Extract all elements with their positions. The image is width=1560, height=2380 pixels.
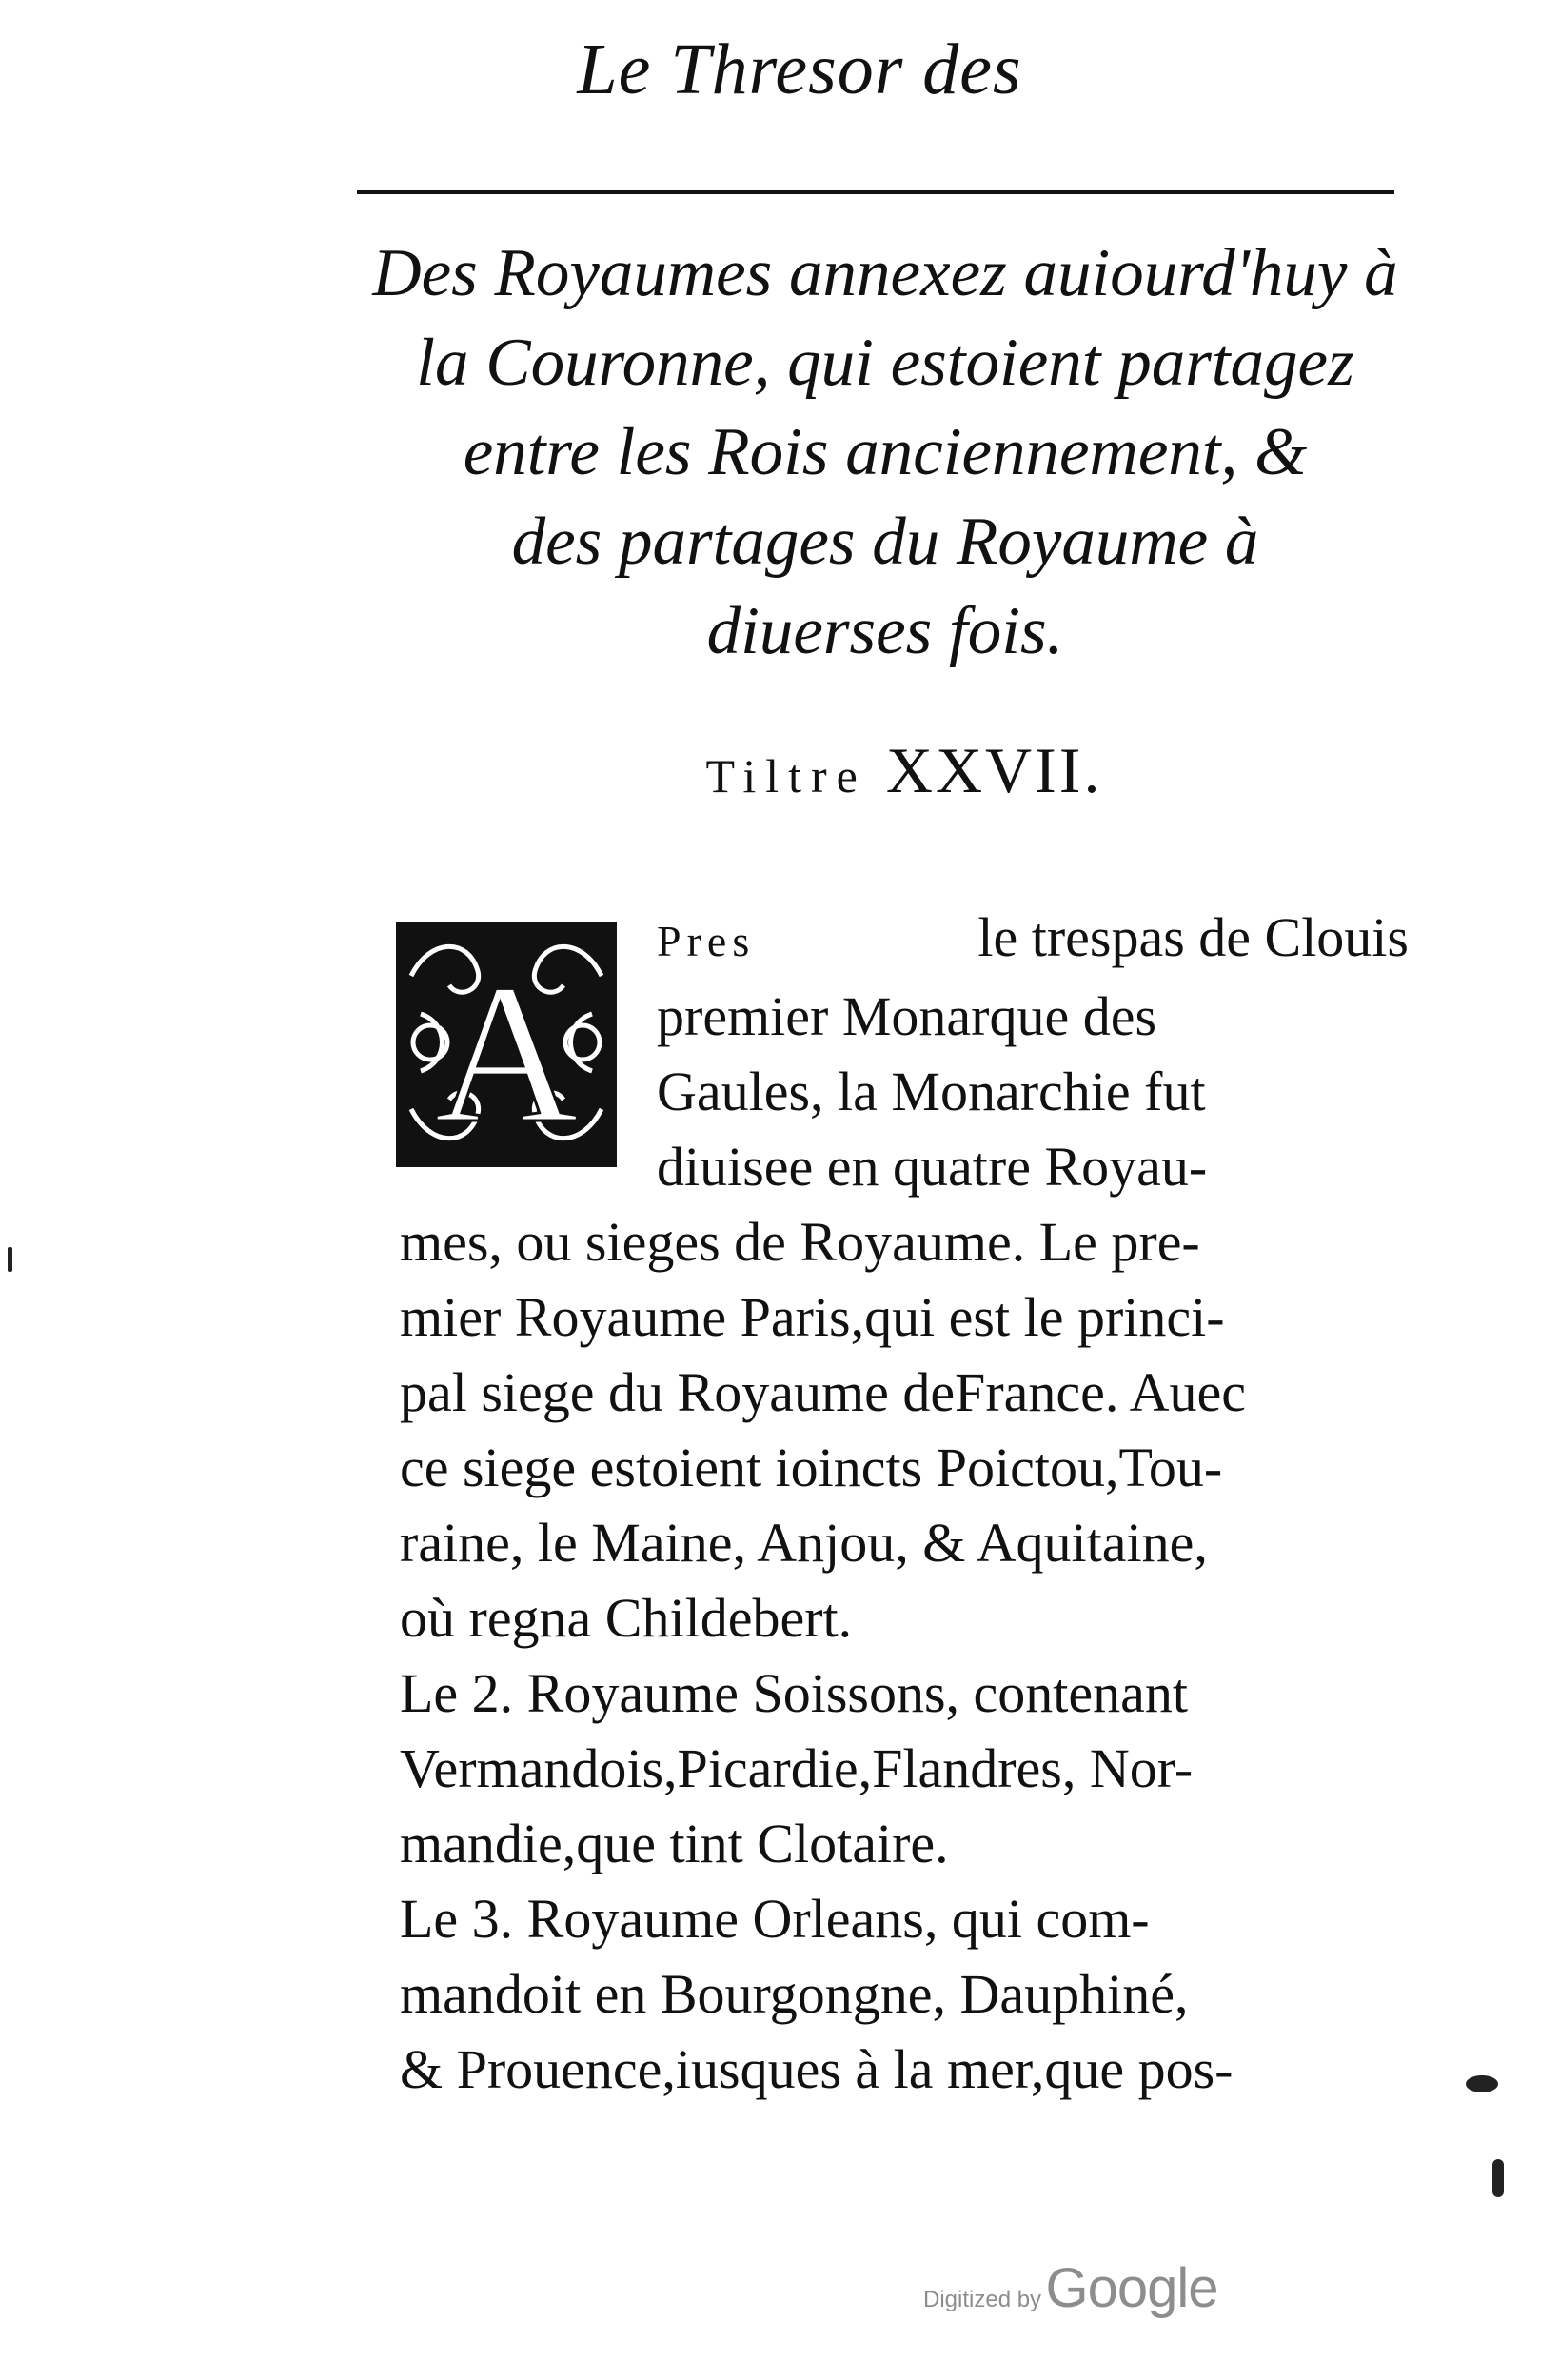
heading-line: des partages du Royaume à	[511, 505, 1259, 579]
text-line: Vermandois,Picardie,Flandres, Nor-	[400, 1737, 1194, 1799]
digitized-watermark	[923, 2256, 1218, 2320]
text-line: où regna Childebert.	[400, 1587, 853, 1649]
title-number: XXVII.	[885, 734, 1103, 806]
text-line: Le 3. Royaume Orleans, qui com-	[400, 1888, 1150, 1950]
dropcap-letter: A	[434, 943, 579, 1164]
heading-line: la Couronne, qui estoient partagez	[416, 326, 1354, 400]
digitized-prefix: Digitized by	[923, 2287, 1042, 2312]
title-word: Tiltre	[705, 749, 867, 803]
text-line: mes, ou sieges de Royaume. Le pre-	[400, 1211, 1200, 1273]
text-line: mandie,que tint Clotaire.	[400, 1813, 949, 1874]
text-line: Le 2. Royaume Soissons, contenant	[400, 1662, 1189, 1724]
heading-line: entre les Rois anciennement, &	[463, 415, 1308, 489]
text-line: diuisee en quatre Royau-	[657, 1136, 1208, 1198]
text-line: ce siege estoient ioincts Poictou,Tou-	[400, 1437, 1223, 1498]
text-line: premier Monarque des	[657, 985, 1157, 1047]
text-line	[400, 900, 1409, 979]
text-line: pal siege du Royaume deFrance. Auec	[400, 1361, 1247, 1423]
ink-speck	[1492, 2159, 1504, 2197]
text-line: raine, le Maine, Anjou, & Aquitaine,	[400, 1512, 1208, 1574]
body-text	[400, 900, 1409, 2107]
text-line: mier Royaume Paris,qui est le princi-	[400, 1286, 1225, 1348]
text-line: & Prouence,iusques à la mer,que pos-	[400, 2038, 1234, 2100]
ink-speck	[1466, 2075, 1498, 2092]
text-line: mandoit en Bourgongne, Dauphiné,	[400, 1963, 1189, 2025]
header-rule	[357, 190, 1394, 194]
first-word: Pres	[657, 917, 756, 965]
digitized-brand: Google	[1045, 2257, 1218, 2319]
heading-line: diuerses fois.	[706, 594, 1064, 668]
line-text: le trespas de Clouis	[977, 906, 1409, 968]
text-line: Gaules, la Monarchie fut	[657, 1061, 1206, 1122]
running-title: Le Thresor des	[577, 30, 1022, 109]
ink-speck	[8, 1247, 12, 1272]
heading-line: Des Royaumes annexez auiourd'huy à	[372, 236, 1398, 310]
title-label	[571, 733, 1237, 808]
section-heading	[362, 228, 1409, 676]
